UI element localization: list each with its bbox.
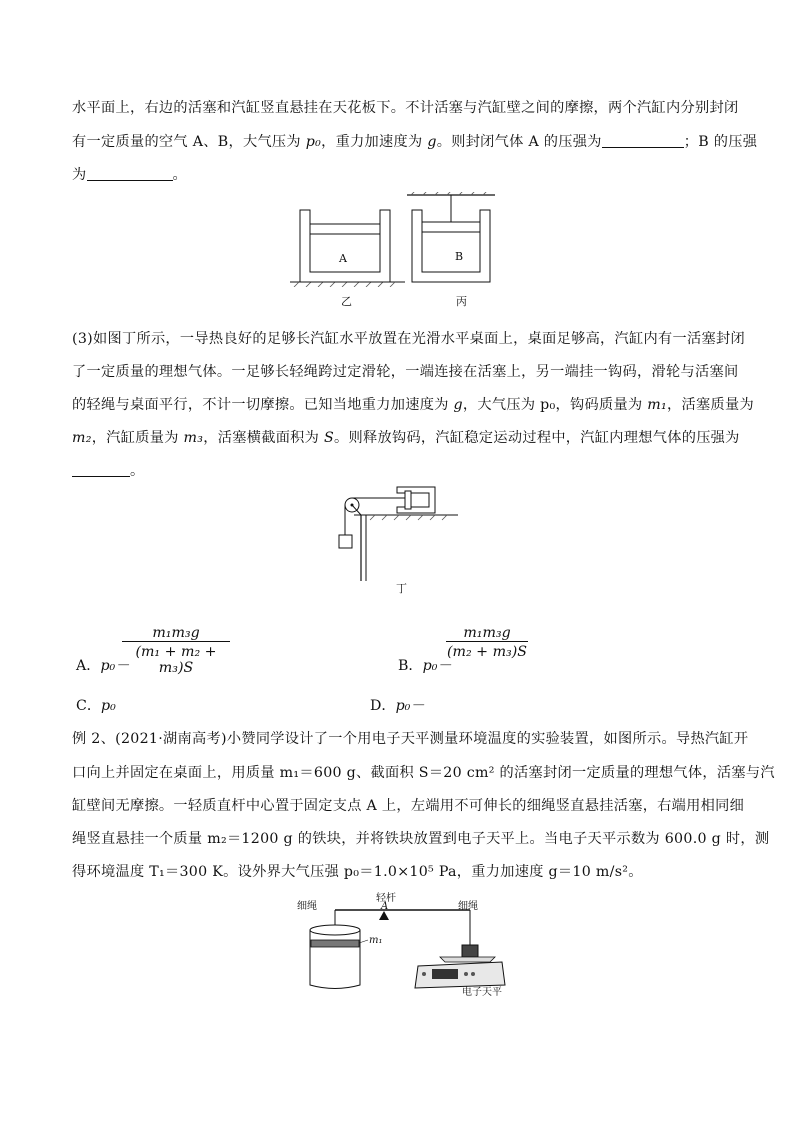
example2-line1: 例 2、(2021·湖南高考)小赞同学设计了一个用电子天平测量环境温度的实验装置，如图所示。导热汽缸开 [72,731,749,747]
option-a[interactable]: A．p₀－ [76,658,130,674]
caption-bing: 丙 [456,295,467,308]
para1-line1: 水平面上，右边的活塞和汽缸竖直悬挂在天花板下。不计活塞与汽缸壁之间的摩擦，两个汽缸内分别封闭 [72,100,739,116]
label-electronic-scale: 电子天平 [462,987,502,998]
label-m1: m₁ [369,935,383,946]
cylinders-figure [290,192,500,287]
label-pivot-a: A [381,901,389,912]
para2-line2: 了一定质量的理想气体。一足够长轻绳跨过定滑轮，一端连接在活塞上，另一端挂一钩码，滑轮与活塞间 [72,364,739,380]
label-rod: 轻杆 [376,893,396,904]
para2-line1: (3)如图丁所示，一导热良好的足够长汽缸水平放置在光滑水平桌面上，桌面足够高，汽缸内有一活塞封闭 [72,331,745,347]
pulley-figure [330,483,460,581]
option-a-fraction: $\frac{\text{m₁m₃g}}{\text{(m₁ + m₂ + m₃)S}}$ [122,625,230,676]
option-b[interactable]: B．p₀－ [398,658,452,674]
para1-line2: 有一定质量的空气 A、B，大气压为 p₀，重力加速度为 g。则封闭气体 A 的压强为 ；B 的压强 [72,134,758,150]
caption-yi: 乙 [341,295,352,308]
label-a: A [339,252,347,265]
para2-line5: 。 [72,460,145,480]
example2-line5: 得环境温度 T₁＝300 K。设外界大气压强 p₀＝1.0×10⁵ Pa，重力加速度 g＝10 m/s²。 [72,864,643,880]
answer-blank-a[interactable] [602,133,684,148]
example2-line3: 缸壁间无摩擦。一轻质直杆中心置于固定支点 A 上，左端用不可伸长的细绳竖直悬挂活塞，右端用相同细 [72,798,745,814]
example2-line2: 口向上并固定在桌面上，用质量 m₁＝600 g、截面积 S＝20 cm² 的活塞封闭一定质量的理想气体，活塞与汽 [72,765,775,781]
option-d[interactable]: D．p₀－ [370,698,425,714]
label-rope-left: 细绳 [297,901,317,912]
label-rope-right: 细绳 [458,901,478,912]
answer-blank-b[interactable] [87,166,173,181]
option-b-fraction: $\frac{\text{m₁m₃g}}{\text{(m₂ + m₃)S}}$ [447,625,527,660]
para2-line3: 的轻绳与桌面平行，不计一切摩擦。已知当地重力加速度为 g，大气压为 p₀，钩码质量为 m₁，活塞质量为 [72,397,754,413]
para1-line3: 为 。 [72,167,187,183]
example2-line4: 绳竖直悬挂一个质量 m₂＝1200 g 的铁块，并将铁块放置到电子天平上。当电子天平示数为 600.0 g 时，测 [72,831,770,847]
para2-line4: m₂，汽缸质量为 m₃，活塞横截面积为 S。则释放钩码，汽缸稳定运动过程中，汽缸内理想气体的压强为 [72,430,740,446]
label-b: B [455,250,464,263]
answer-blank-c[interactable] [72,462,130,477]
option-c[interactable]: C．p₀ [76,698,116,714]
balance-figure [290,890,520,995]
caption-ding: 丁 [396,582,407,595]
